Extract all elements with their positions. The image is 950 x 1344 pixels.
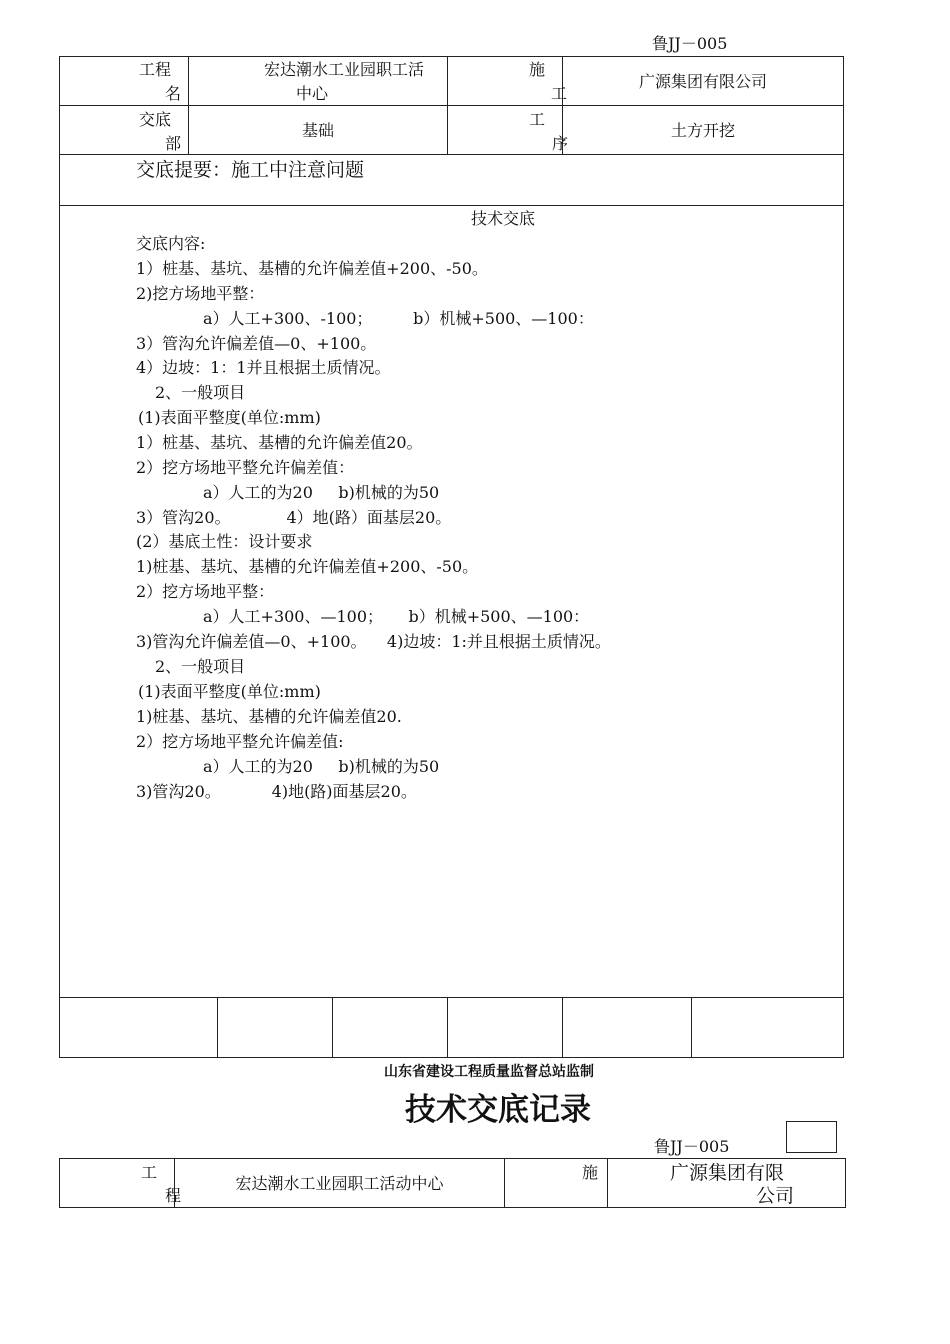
project-value-clip: [189, 60, 447, 80]
contractor-value: 广源集团有限公司: [638, 72, 767, 91]
form-title: 技术交底记录: [405, 1092, 591, 1128]
project-value: 宏达潮水工业园职工活: [264, 60, 425, 79]
col-divider: [217, 997, 218, 1058]
content-line: 3)管沟20。 4)地(路)面基层20。: [136, 782, 417, 801]
content-line: 交底内容:: [136, 234, 206, 253]
summary: 交底提要：施工中注意问题: [136, 159, 365, 181]
content-line: 2、一般项目: [155, 657, 246, 676]
table-border-bottom: [59, 1057, 844, 1058]
table-border-top: [59, 56, 844, 57]
content-line: a）人工的为20 b)机械的为50: [203, 483, 440, 502]
content-line: (1)表面平整度(单位:mm): [138, 682, 321, 701]
project-label: 工: [141, 1163, 158, 1182]
part-label: 交底: [139, 110, 172, 129]
content-line: 3）管沟允许偏差值—0、+100。: [136, 334, 377, 353]
row-divider: [59, 205, 844, 206]
project-label: 名: [165, 84, 182, 103]
table-border-left: [59, 1158, 60, 1208]
row-divider: [59, 997, 844, 998]
part-label: 部: [165, 134, 182, 153]
table-border-bottom: [59, 1207, 846, 1208]
content-line: 1)桩基、基坑、基槽的允许偏差值+200、-50。: [136, 557, 479, 576]
content-line: a）人工+300、-100； b）机械+500、—100：: [203, 309, 594, 328]
table-border-left: [59, 56, 60, 1058]
contractor-label: 施: [582, 1163, 599, 1182]
content-line: a）人工+300、—100； b）机械+500、—100：: [203, 607, 590, 626]
col-divider: [504, 1158, 505, 1208]
contractor-value: 公司: [755, 1185, 794, 1207]
table-border-right: [843, 56, 844, 1058]
contractor-value: 广源集团有限: [669, 1162, 784, 1184]
content-line: 1）桩基、基坑、基槽的允许偏差值+200、-50。: [136, 259, 488, 278]
content-line: 1)桩基、基坑、基槽的允许偏差值20.: [136, 707, 402, 726]
code-box: [786, 1121, 837, 1153]
content-line: 2)挖方场地平整：: [136, 284, 265, 303]
content-line: 2、一般项目: [155, 383, 246, 402]
content-line: 3)管沟允许偏差值—0、+100。 4)边坡：1:并且根据土质情况。: [136, 632, 611, 651]
row-divider: [59, 105, 844, 106]
form-code: 鲁JJ－005: [654, 1137, 730, 1156]
work-label: 工: [529, 110, 546, 129]
work-label-clip: [540, 134, 569, 154]
content-line: 2）挖方场地平整允许偏差值：: [136, 458, 355, 477]
work-value: 土方开挖: [670, 121, 735, 140]
content-line: 2）挖方场地平整允许偏差值:: [136, 732, 344, 751]
tech-title: 技术交底: [471, 209, 536, 228]
content-line: (1)表面平整度(单位:mm): [138, 408, 321, 427]
contractor-label-clip: [540, 84, 568, 104]
col-divider: [447, 997, 448, 1058]
col-divider: [562, 997, 563, 1058]
row-divider: [59, 154, 844, 155]
content-line: 3）管沟20。 4）地(路）面基层20。: [136, 508, 452, 527]
col-divider: [691, 997, 692, 1058]
contractor-label: 工: [551, 84, 568, 103]
form-code: 鲁JJ－005: [652, 34, 728, 53]
content-line: 1）桩基、基坑、基槽的允许偏差值20。: [136, 433, 423, 452]
project-value: 中心: [296, 84, 329, 103]
col-divider: [447, 56, 448, 155]
col-divider: [332, 997, 333, 1058]
project-label-clip: [160, 1186, 182, 1206]
project-value: 宏达潮水工业园职工活动中心: [235, 1174, 444, 1193]
project-label: 程: [165, 1186, 182, 1205]
contractor-label: 施: [529, 60, 546, 79]
supervisor-note: 山东省建设工程质量监督总站监制: [384, 1064, 594, 1080]
content-line: 2）挖方场地平整：: [136, 582, 275, 601]
content-line: (2）基底土性：设计要求: [136, 532, 313, 551]
part-value: 基础: [301, 121, 334, 140]
work-label: 序: [552, 134, 569, 153]
content-line: 4）边坡：1：1并且根据土质情况。: [136, 358, 391, 377]
table-border-top: [59, 1158, 846, 1159]
project-label: 工程: [139, 60, 172, 79]
content-line: a）人工的为20 b)机械的为50: [203, 757, 440, 776]
